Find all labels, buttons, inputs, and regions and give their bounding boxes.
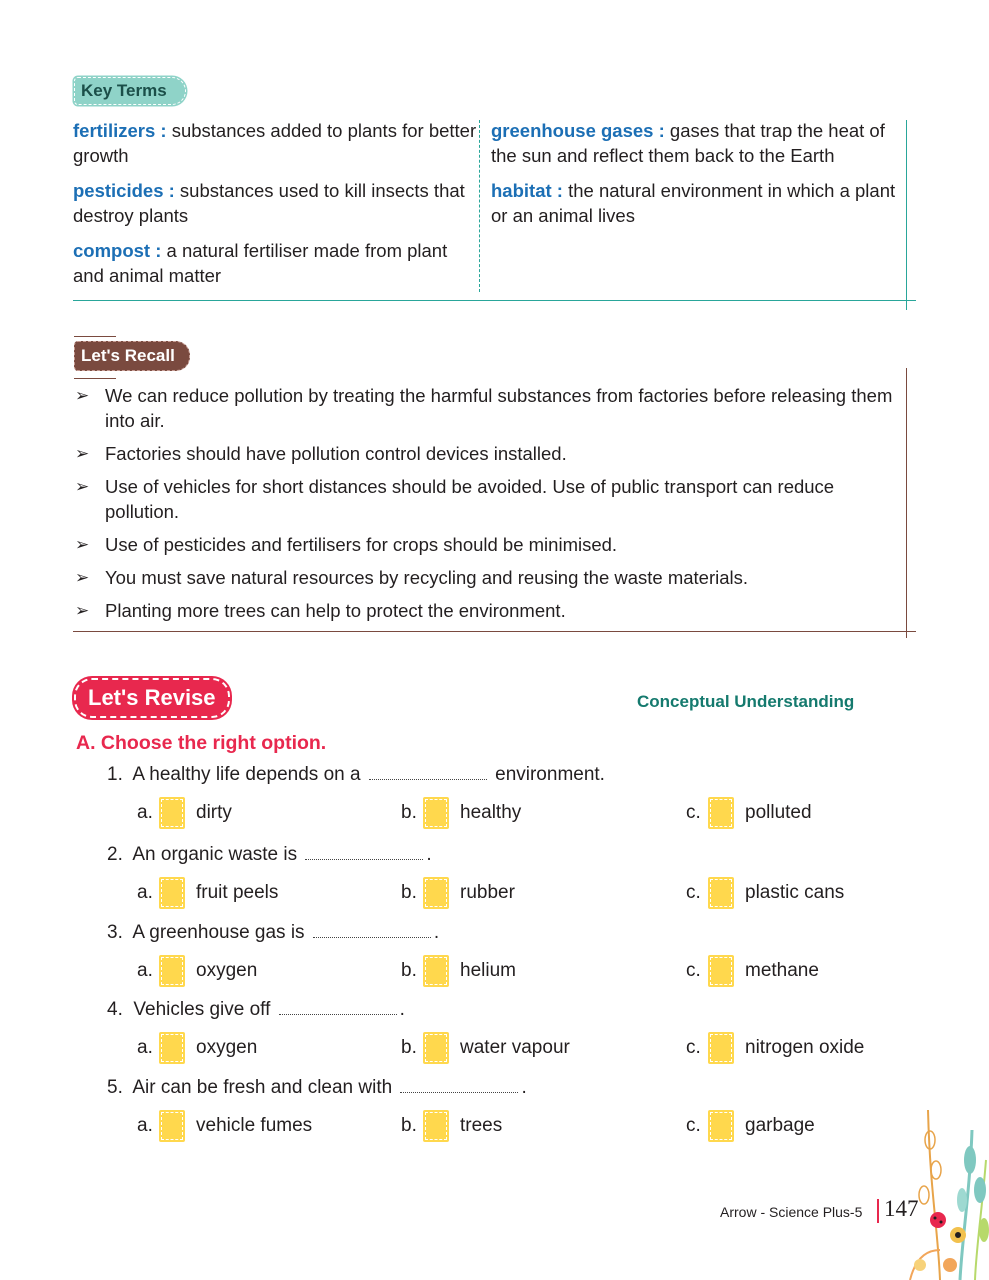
answer-checkbox[interactable]	[708, 1032, 734, 1064]
term-definition: gases that trap the heat of the sun and reflect them back to the Earth	[491, 120, 885, 166]
answer-checkbox[interactable]	[159, 877, 185, 909]
option-c[interactable]	[686, 1109, 815, 1143]
option-letter: a.	[137, 1115, 153, 1136]
option-text: garbage	[745, 1115, 815, 1136]
answer-blank	[400, 1076, 518, 1093]
option-b[interactable]	[401, 796, 521, 830]
key-terms-right-column	[491, 118, 901, 238]
question-stem	[107, 842, 907, 868]
question-number: 4.	[107, 999, 123, 1020]
answer-checkbox[interactable]	[423, 955, 449, 987]
plant-decoration-icon	[900, 1100, 989, 1280]
term-definition: substances used to kill insects that destroy plants	[73, 180, 465, 226]
question-number: 3.	[107, 922, 123, 943]
question-text: A healthy life depends on a	[132, 764, 361, 785]
option-a[interactable]	[137, 954, 257, 988]
option-c[interactable]	[686, 796, 812, 830]
recall-list	[73, 383, 903, 631]
option-letter: c.	[686, 1037, 701, 1058]
option-letter: b.	[401, 1037, 417, 1058]
question-text: Vehicles give off	[133, 999, 271, 1020]
answer-checkbox[interactable]	[708, 797, 734, 829]
option-text: fruit peels	[196, 882, 279, 903]
recall-item: ➢ Use of vehicles for short distances should be avoided. Use of public transport can reduce pollution.	[73, 474, 903, 524]
recall-badge: Let's Recall	[74, 341, 190, 371]
question-text-end: environment.	[489, 764, 605, 785]
question-number: 2.	[107, 844, 123, 865]
option-text: water vapour	[460, 1037, 570, 1058]
option-a[interactable]	[137, 876, 278, 910]
recall-item: ➢ Factories should have pollution control devices installed.	[73, 441, 903, 466]
option-text: methane	[745, 960, 819, 981]
option-b[interactable]	[401, 954, 516, 988]
option-letter: a.	[137, 802, 153, 823]
option-b[interactable]	[401, 1031, 570, 1065]
key-terms-badge: Key Terms	[74, 77, 186, 105]
question-4	[107, 997, 907, 1058]
term-name: greenhouse gases :	[491, 120, 665, 141]
key-terms-divider	[479, 120, 480, 292]
term-name: habitat :	[491, 180, 563, 201]
recall-item: ➢ We can reduce pollution by treating the harmful substances from factories before releasing them into air.	[73, 383, 903, 433]
question-text: A greenhouse gas is	[132, 922, 305, 943]
book-title: Arrow - Science Plus-5	[720, 1204, 863, 1220]
key-terms-border-bottom	[73, 300, 916, 301]
answer-checkbox[interactable]	[159, 1032, 185, 1064]
recall-item: ➢ Planting more trees can help to protect the environment.	[73, 598, 903, 623]
option-text: nitrogen oxide	[745, 1037, 865, 1058]
page-number: 147	[884, 1196, 919, 1221]
option-c[interactable]	[686, 876, 844, 910]
answer-blank	[305, 843, 423, 860]
term-definition: substances added to plants for better growth	[73, 120, 477, 166]
answer-checkbox[interactable]	[159, 1110, 185, 1142]
option-text: oxygen	[196, 960, 258, 981]
question-text-end: .	[521, 1077, 527, 1098]
option-letter: c.	[686, 802, 701, 823]
question-text-end: .	[433, 922, 440, 943]
option-text: vehicle fumes	[196, 1115, 313, 1136]
question-2	[107, 842, 907, 903]
answer-blank	[279, 998, 397, 1015]
option-text: healthy	[460, 802, 522, 823]
option-text: plastic cans	[745, 882, 845, 903]
option-letter: a.	[137, 1037, 153, 1058]
term-name: compost :	[73, 240, 162, 261]
term-name: pesticides :	[73, 180, 175, 201]
term-definition: a natural fertiliser made from plant and animal matter	[73, 240, 448, 286]
option-letter: c.	[686, 960, 701, 981]
term-definition: the natural environment in which a plant or an animal lives	[491, 180, 896, 226]
recall-decor-line	[74, 378, 116, 379]
option-a[interactable]	[137, 796, 232, 830]
recall-item: ➢ You must save natural resources by recycling and reusing the waste materials.	[73, 565, 903, 590]
term-name: fertilizers :	[73, 120, 167, 141]
option-text: trees	[460, 1115, 503, 1136]
option-text: polluted	[745, 802, 812, 823]
question-text-end: .	[426, 844, 432, 865]
option-b[interactable]	[401, 876, 515, 910]
option-text: helium	[460, 960, 516, 981]
question-text: An organic waste is	[132, 844, 298, 865]
option-letter: b.	[401, 1115, 417, 1136]
question-stem	[107, 762, 907, 788]
option-text: dirty	[196, 802, 232, 823]
option-letter: c.	[686, 1115, 701, 1136]
option-a[interactable]	[137, 1031, 257, 1065]
option-c[interactable]	[686, 1031, 864, 1065]
category-label: Conceptual Understanding	[637, 692, 855, 711]
answer-blank	[313, 921, 431, 938]
option-c[interactable]	[686, 954, 819, 988]
footer-divider	[877, 1199, 879, 1223]
key-terms-border-right	[906, 120, 907, 310]
key-term-habitat	[491, 178, 901, 228]
answer-checkbox[interactable]	[423, 1032, 449, 1064]
key-term-pesticides	[73, 178, 478, 228]
option-letter: a.	[137, 882, 153, 903]
option-letter: c.	[686, 882, 701, 903]
question-number: 1.	[107, 764, 123, 785]
answer-checkbox[interactable]	[708, 955, 734, 987]
option-letter: a.	[137, 960, 153, 981]
question-3	[107, 920, 907, 981]
option-a[interactable]	[137, 1109, 312, 1143]
question-stem	[107, 1075, 907, 1101]
answer-checkbox[interactable]	[159, 955, 185, 987]
recall-item: ➢ Use of pesticides and fertilisers for crops should be minimised.	[73, 532, 903, 557]
recall-border-bottom	[73, 631, 916, 632]
question-5	[107, 1075, 907, 1136]
option-letter: b.	[401, 960, 417, 981]
question-1	[107, 762, 907, 823]
recall-decor-line	[74, 336, 116, 337]
key-term-compost	[73, 238, 478, 288]
revise-badge: Let's Revise	[74, 678, 230, 718]
answer-checkbox[interactable]	[708, 1110, 734, 1142]
answer-checkbox[interactable]	[423, 877, 449, 909]
question-stem	[107, 997, 907, 1023]
option-text: oxygen	[196, 1037, 258, 1058]
question-stem	[107, 920, 907, 946]
question-text-end: .	[399, 999, 405, 1020]
question-number: 5.	[107, 1077, 123, 1098]
key-terms-left-column	[73, 118, 478, 298]
answer-checkbox[interactable]	[423, 797, 449, 829]
key-term-fertilizers	[73, 118, 478, 168]
recall-border-right	[906, 368, 907, 638]
section-heading: A. Choose the right option.	[76, 732, 327, 754]
answer-blank	[369, 763, 487, 780]
option-b[interactable]	[401, 1109, 502, 1143]
key-term-greenhouse-gases	[491, 118, 901, 168]
option-letter: b.	[401, 882, 417, 903]
answer-checkbox[interactable]	[423, 1110, 449, 1142]
question-text: Air can be fresh and clean with	[132, 1077, 393, 1098]
option-text: rubber	[460, 882, 515, 903]
answer-checkbox[interactable]	[708, 877, 734, 909]
option-letter: b.	[401, 802, 417, 823]
answer-checkbox[interactable]	[159, 797, 185, 829]
